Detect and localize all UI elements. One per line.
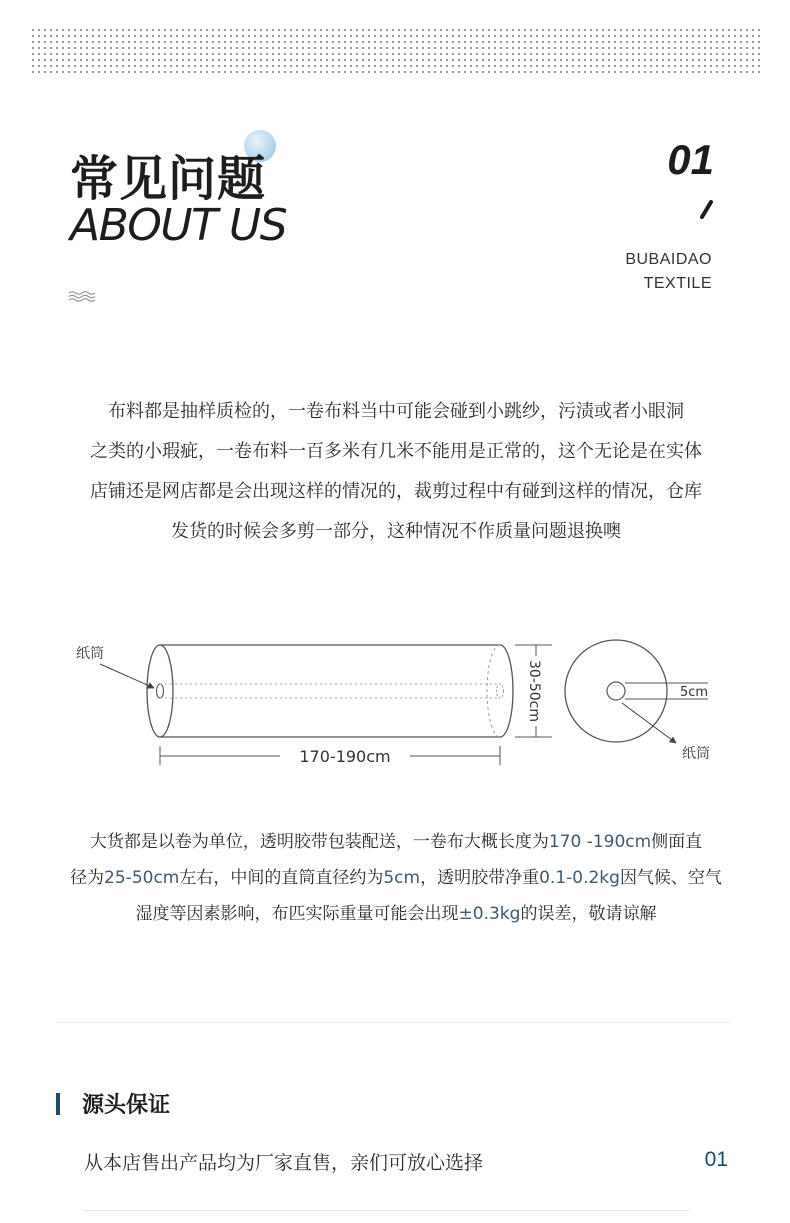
- wave-icon: [68, 290, 96, 302]
- highlight-length: 170 -190cm: [548, 832, 652, 852]
- highlight-weight: 0.1-0.2kg: [539, 868, 620, 888]
- faq-item-text: 从本店售出产品均为厂家直售，亲们可放心选择: [84, 1152, 484, 1174]
- intro-line: 布料都是抽样质检的，一卷布料当中可能会碰到小跳纱，污渍或者小眼洞: [108, 401, 684, 422]
- intro-line: 店铺还是网店都是会出现这样的情况的，裁剪过程中有碰到这样的情况，仓库: [90, 481, 702, 502]
- detail-line-2: 径为25-50cm左右，中间的直筒直径约为5cm，透明胶带净重0.1-0.2kg因气候、空气: [70, 868, 722, 888]
- brand-line2: TEXTILE: [643, 275, 712, 292]
- section-accent-bar: [56, 1093, 60, 1115]
- roll-side-view: [147, 645, 513, 737]
- intro-line: 之类的小瑕疵，一卷布料一百多米有几米不能用是正常的，这个无论是在实体: [90, 441, 702, 462]
- faq-divider: [84, 1210, 690, 1211]
- tube-label-right: 纸筒: [682, 746, 710, 762]
- length-label: 170-190cm: [299, 747, 391, 766]
- highlight-core: 5cm: [383, 868, 421, 888]
- brand-line1: BUBAIDAO: [625, 251, 712, 268]
- highlight-error: ±0.3kg: [458, 904, 521, 924]
- tube-label-left: 纸筒: [76, 646, 104, 662]
- faq-item-number: 01: [704, 1148, 728, 1171]
- detail-line-3: 湿度等因素影响，布匹实际重量可能会出现±0.3kg的误差，敬请谅解: [135, 904, 657, 924]
- dot-pattern: [30, 27, 760, 75]
- fabric-roll-diagram: [60, 620, 730, 780]
- intro-line: 发货的时候会多剪一部分，这种情况不作质量问题退换噢: [171, 521, 621, 542]
- detail-paragraph: [56, 824, 736, 932]
- detail-line-1: 大货都是以卷为单位，透明胶带包装配送，一卷布大概长度为170 -190cm侧面直: [89, 832, 703, 852]
- intro-paragraph: [56, 392, 736, 552]
- brand-name: [625, 248, 712, 296]
- page-title: 常见问题: [70, 151, 267, 207]
- section-number: 01: [667, 136, 714, 183]
- page-subtitle: ABOUT US: [70, 200, 287, 251]
- slash-icon: [698, 200, 714, 220]
- section-divider: [56, 1022, 730, 1023]
- section-title: 源头保证: [82, 1093, 171, 1118]
- tube-arrow-left: [100, 664, 154, 688]
- core-label: 5cm: [680, 685, 709, 700]
- highlight-diameter: 25-50cm: [104, 868, 180, 888]
- diameter-label: 30-50cm: [526, 659, 542, 723]
- roll-end-view: [565, 640, 710, 762]
